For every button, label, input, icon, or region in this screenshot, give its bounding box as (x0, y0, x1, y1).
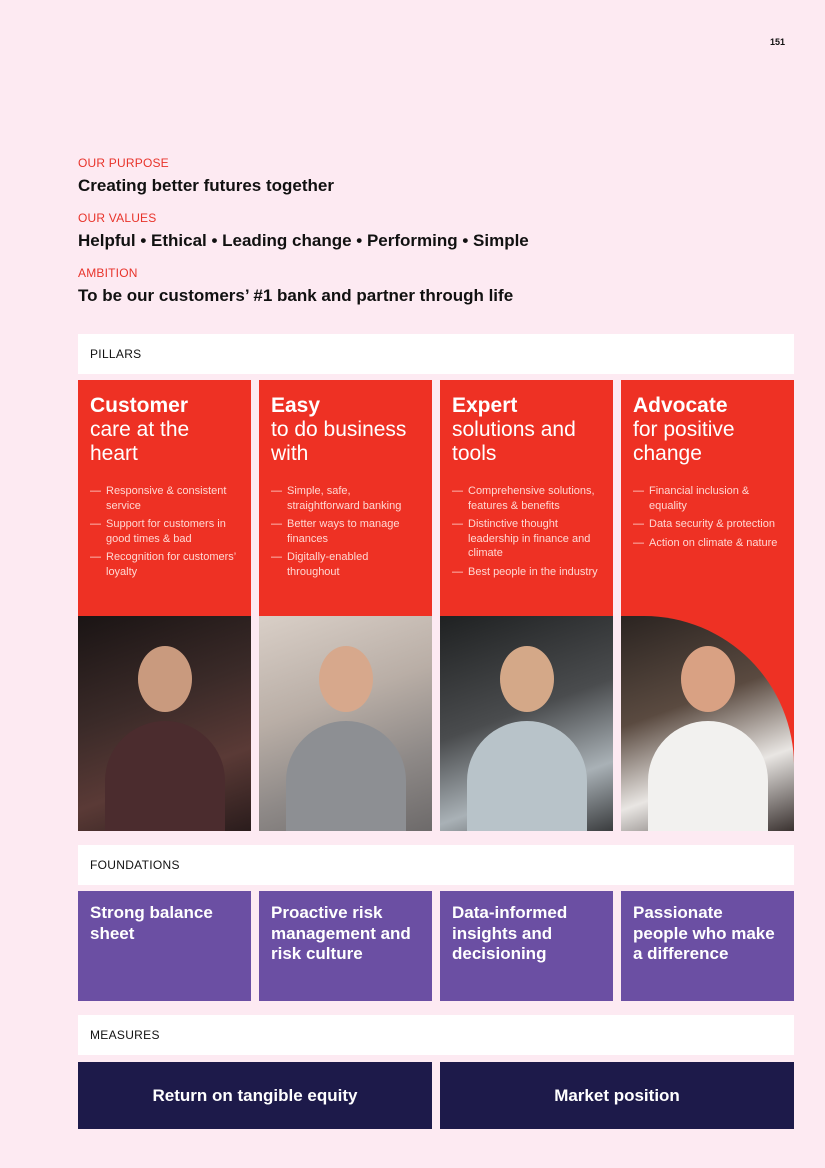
foundation-item: Passionate people who make a difference (621, 891, 794, 1001)
measures-header: MEASURES (78, 1015, 794, 1055)
pillar-point: — Simple, safe, straightforward banking (271, 484, 420, 513)
pillar-title-rest: care at the heart (90, 418, 190, 465)
ambition-label: AMBITION (78, 266, 138, 280)
pillar-point: — Digitally-enabled throughout (271, 550, 420, 579)
torso-shape (286, 721, 406, 831)
pillars-header: PILLARS (78, 334, 794, 374)
torso-shape (105, 721, 225, 831)
pillar-point: — Financial inclusion & equality (633, 484, 782, 513)
foundation-item: Proactive risk management and risk culture (259, 891, 432, 1001)
pillar-points (452, 484, 601, 579)
pillar-point: — Action on climate & nature (633, 536, 782, 551)
purpose-label: OUR PURPOSE (78, 156, 169, 170)
pillar-title (271, 394, 420, 466)
pillar-points (90, 484, 239, 579)
pillar-point: — Recognition for customers’ loyalty (90, 550, 239, 579)
face-shape (681, 646, 735, 712)
foundations-grid (78, 891, 794, 1001)
pillar-points (633, 484, 782, 550)
pillars-grid (78, 380, 794, 831)
measure-item: Return on tangible equity (78, 1062, 432, 1129)
pillar-point: — Support for customers in good times & bad (90, 517, 239, 546)
strategy-statements (78, 156, 794, 321)
page-number: 151 (769, 37, 785, 47)
values-label: OUR VALUES (78, 211, 157, 225)
measure-item: Market position (440, 1062, 794, 1129)
pillar-point: — Better ways to manage finances (271, 517, 420, 546)
foundations-header: FOUNDATIONS (78, 845, 794, 885)
pillar-title (90, 394, 239, 466)
pillar-title (452, 394, 601, 466)
pillar-title (633, 394, 782, 466)
pillar-title-bold: Customer (90, 394, 189, 417)
ambition-text: To be our customers’ #1 bank and partner through life (78, 286, 514, 305)
face-shape (138, 646, 192, 712)
pillar-title-rest: to do business with (271, 418, 407, 465)
pillar-advocate (621, 380, 794, 831)
smiling-woman-photo (440, 616, 613, 831)
purpose-text: Creating better futures together (78, 176, 334, 195)
foundation-item: Strong balance sheet (78, 891, 251, 1001)
measures-grid (78, 1062, 794, 1129)
pillar-title-rest: solutions and tools (452, 418, 576, 465)
pillar-expert (440, 380, 613, 831)
torso-shape (467, 721, 587, 831)
pillar-title-bold: Expert (452, 394, 518, 417)
torso-shape (648, 721, 768, 831)
young-man-photo (621, 616, 794, 831)
pillar-easy (259, 380, 432, 831)
values-text: Helpful • Ethical • Leading change • Performing • Simple (78, 231, 529, 250)
face-shape (319, 646, 373, 712)
pillar-title-rest: for positive change (633, 418, 735, 465)
pillar-title-bold: Easy (271, 394, 321, 417)
pillar-points (271, 484, 420, 579)
pillar-customer (78, 380, 251, 831)
pillar-point: — Comprehensive solutions, features & benefits (452, 484, 601, 513)
pillar-point: — Best people in the industry (452, 565, 601, 580)
pillar-title-bold: Advocate (633, 394, 728, 417)
woman-with-headset-photo (78, 616, 251, 831)
pillar-point: — Data security & protection (633, 517, 782, 532)
pillar-point: — Distinctive thought leadership in finance and climate (452, 517, 601, 561)
face-shape (500, 646, 554, 712)
older-man-with-card-photo (259, 616, 432, 831)
pillar-point: — Responsive & consistent service (90, 484, 239, 513)
foundation-item: Data-informed insights and decisioning (440, 891, 613, 1001)
